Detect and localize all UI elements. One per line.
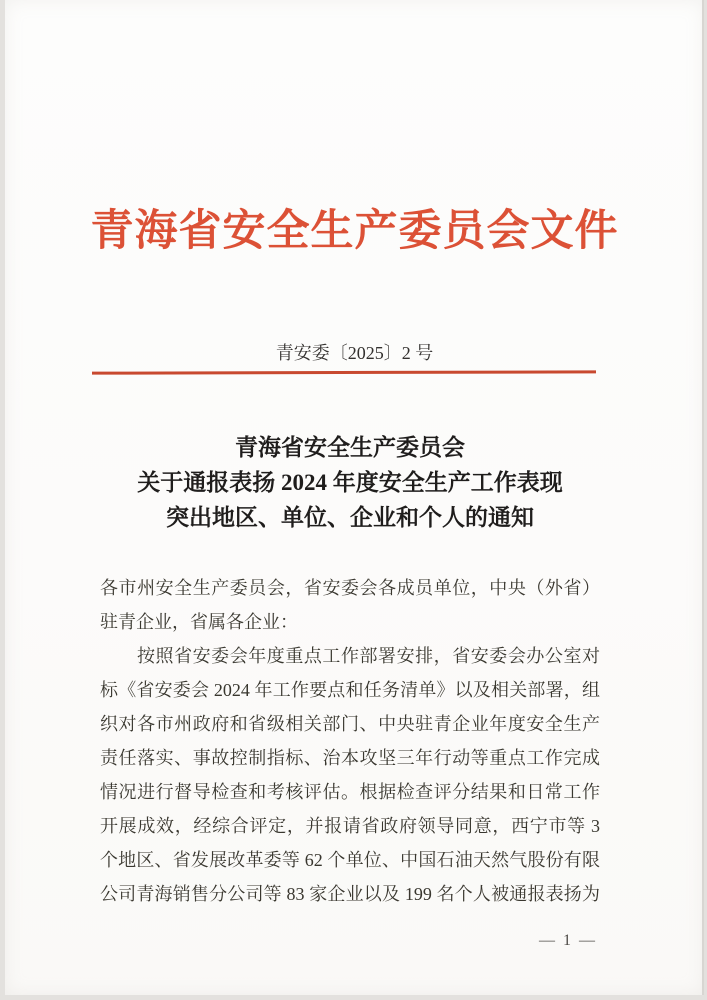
body-line: 驻青企业，省属各企业： [100, 612, 298, 632]
body-line: 织对各市州政府和省级相关部门、中央驻青企业年度安全生产 [100, 714, 600, 734]
body-line: 公司青海销售分公司等 83 家企业以及 199 名个人被通报表扬为 [100, 884, 600, 904]
body-line: 情况进行督导检查和考核评估。根据检查评分结果和日常工作 [100, 782, 600, 802]
body-line: 各市州安全生产委员会，省安委会各成员单位，中央（外省） [100, 578, 600, 598]
document-title-line: 突出地区、单位、企业和个人的通知 [166, 505, 534, 530]
body-line: 按照省安委会年度重点工作部署安排，省安委会办公室对 [137, 646, 600, 666]
page-number: — 1 — [539, 932, 597, 949]
body-line: 标《省安委会 2024 年工作要点和任务清单》以及相关部署，组 [100, 680, 600, 700]
document-number: 青安委〔2025〕2 号 [275, 343, 434, 363]
red-divider-line [92, 370, 596, 374]
document-header-title: 青海省安全生产委员会文件 [90, 208, 619, 255]
scan-edge [702, 0, 704, 995]
document-title [100, 430, 600, 535]
body-line: 个地区、省发展改革委等 62 个单位、中国石油天然气股份有限 [100, 850, 600, 870]
document-title-line: 青海省安全生产委员会 [235, 435, 465, 460]
document-page [5, 0, 704, 995]
body-line: 责任落实、事故控制指标、治本攻坚三年行动等重点工作完成 [100, 748, 600, 768]
body-line: 开展成效，经综合评定，并报请省政府领导同意，西宁市等 3 [100, 816, 600, 836]
document-title-line: 关于通报表扬 2024 年度安全生产工作表现 [137, 470, 563, 495]
document-body [100, 571, 600, 911]
